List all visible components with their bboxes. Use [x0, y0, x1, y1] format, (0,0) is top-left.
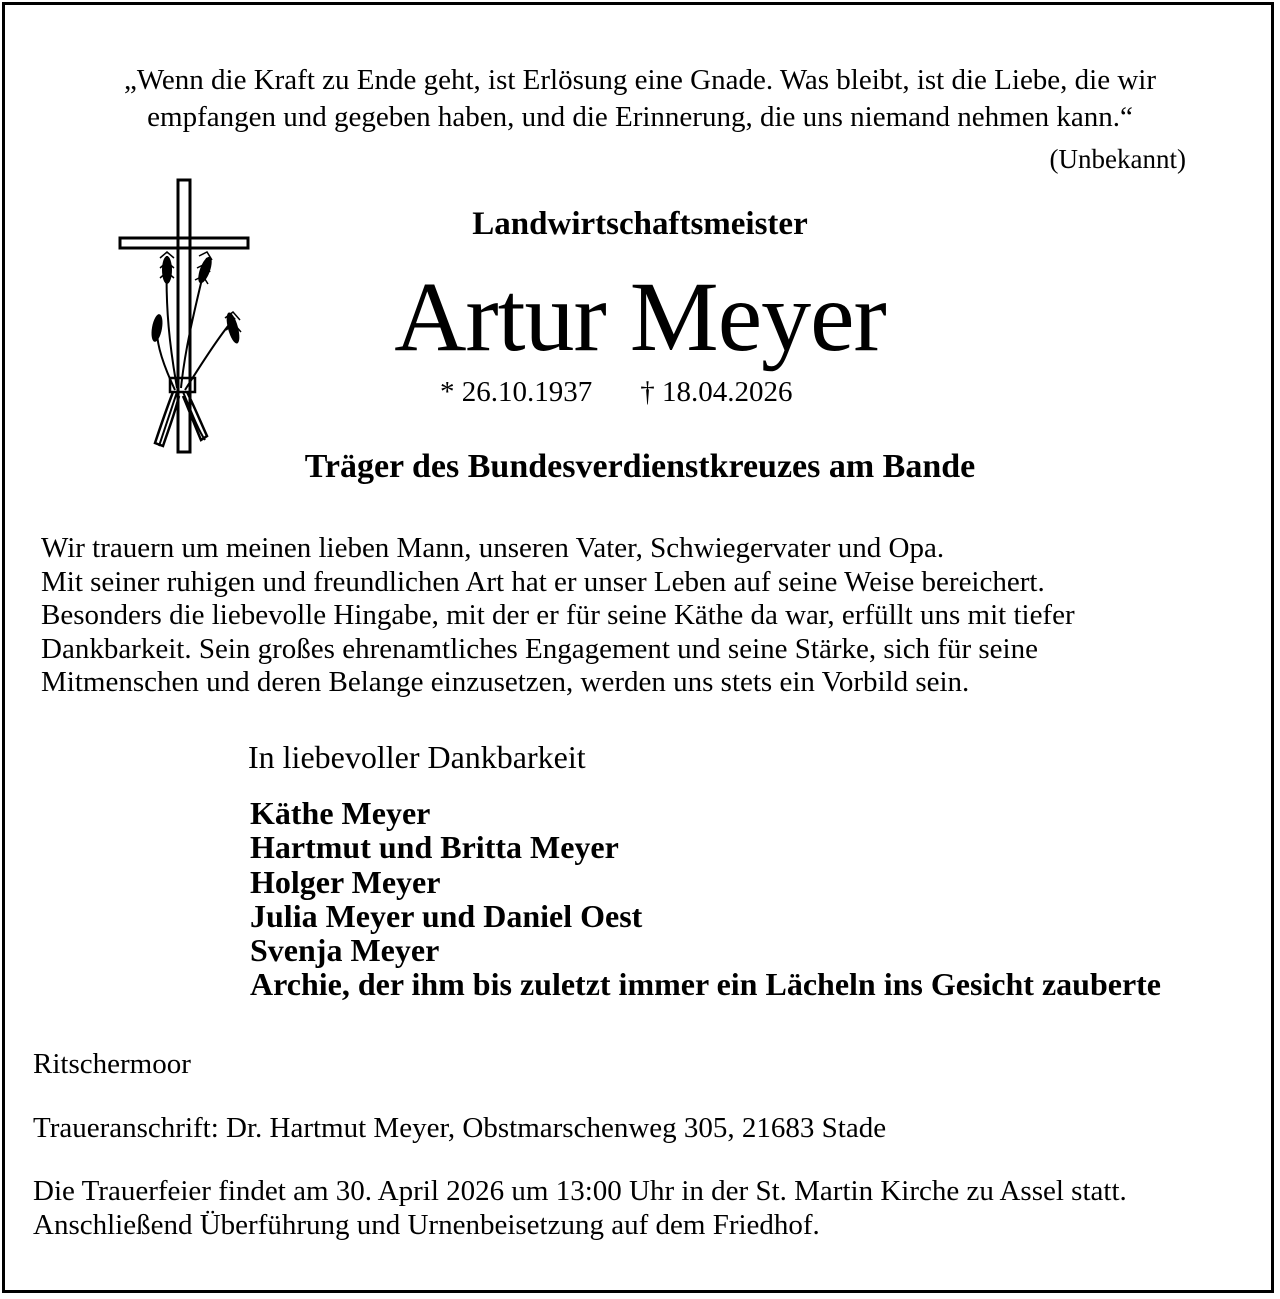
message-line: Mitmenschen und deren Belange einzusetzen, werden uns stets ein Vorbild sein.	[41, 666, 970, 698]
mourner: Svenja Meyer	[250, 932, 440, 969]
mourner: Hartmut und Britta Meyer	[250, 829, 619, 866]
funeral-line: Die Trauerfeier findet am 30. April 2026 um 13:00 Uhr in der St. Martin Kirche zu Assel statt.	[33, 1175, 1127, 1207]
quote-line: empfangen und gegeben haben, und die Erinnerung, die uns niemand nehmen kann.“	[147, 101, 1133, 133]
birth-date: * 26.10.1937	[440, 376, 593, 408]
place: Ritschermoor	[33, 1048, 191, 1080]
mourning-address: Traueranschrift: Dr. Hartmut Meyer, Obstmarschenweg 305, 21683 Stade	[33, 1112, 887, 1144]
message-line: Besonders die liebevolle Hingabe, mit der er für seine Käthe da war, erfüllt uns mit tiefer	[41, 599, 1075, 631]
funeral-line: Anschließend Überführung und Urnenbeisetzung auf dem Friedhof.	[33, 1209, 820, 1241]
mourner: Käthe Meyer	[250, 795, 431, 831]
quote	[40, 62, 1240, 136]
award: Träger des Bundesverdienstkreuzes am Bande	[304, 448, 976, 485]
closing-phrase: In liebevoller Dankbarkeit	[248, 739, 586, 775]
mourner: Julia Meyer und Daniel Oest	[250, 897, 643, 934]
funeral-info	[33, 1174, 1273, 1242]
cross-with-wheat-icon	[115, 178, 255, 460]
life-dates	[440, 374, 860, 410]
mourner: Archie, der ihm bis zuletzt immer ein Lächeln ins Gesicht zauberte	[250, 966, 1161, 1003]
mourner: Holger Meyer	[250, 863, 441, 900]
death-date: † 18.04.2026	[640, 376, 793, 408]
message-line: Mit seiner ruhigen und freundlichen Art hat er unser Leben auf seine Weise bereichert.	[41, 565, 1045, 598]
message-line: Wir trauern um meinen lieben Mann, unseren Vater, Schwiegervater und Opa.	[41, 532, 945, 564]
deceased-name: Artur Meyer	[394, 261, 886, 372]
quote-line: „Wenn die Kraft zu Ende geht, ist Erlösung eine Gnade. Was bleibt, ist die Liebe, die wir	[123, 64, 1157, 96]
mourning-message	[41, 532, 1261, 700]
mourners-list	[250, 796, 1260, 1002]
profession: Landwirtschaftsmeister	[472, 206, 808, 242]
quote-source: (Unbekannt)	[1049, 144, 1186, 174]
message-line: Dankbarkeit. Sein großes ehrenamtliches Engagement und seine Stärke, sich für seine	[41, 632, 1038, 665]
